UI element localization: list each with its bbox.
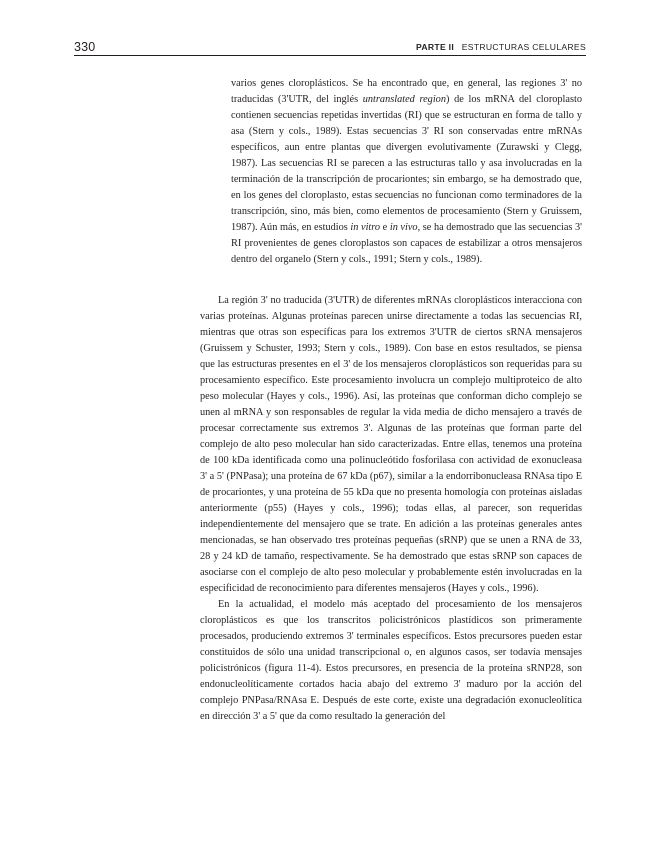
excerpt-segment-italic: in vitro bbox=[350, 222, 381, 233]
excerpt-segment: varios genes cloroplásticos. Se ha encontrado que, en general, las regiones 3' no traducidas (3'UTR, del inglés bbox=[231, 78, 582, 105]
part-label: PARTE II bbox=[415, 42, 455, 52]
excerpt-segment: , se ha demostrado que las secuencias 3' RI provenientes de genes cloroplastos son capaces de estabilizar a otros mensajeros dentro del organelo (Stern y cols., 1991; Stern y cols., 1989). bbox=[231, 222, 583, 265]
header-rule bbox=[74, 55, 586, 56]
section-title: ESTRUCTURAS CELULARES bbox=[461, 42, 586, 52]
body-paragraph: La región 3' no traducida (3'UTR) de diferentes mRNAs cloroplásticos interacciona con varias proteínas. Algunas proteínas parecen unirse directamente a todas las secuencias RI, mientras que otras son específicas para los extremos 3'UTR de ciertos sRNA mensajeros (Gruissem y Schuster, 1993; Stern y cols., 1989). Con base en estos resultados, se piensa que las estructuras presentes en el 3' de los mensajeros cloroplásticos son requeridas para su procesamiento específico. Este procesamiento involucra un complejo multiproteico de alto peso molecular (Hayes y cols., 1996). Así, las proteínas que conforman dicho complejo se unen al mRNA y son responsables de regular la vida media de dicho mensajero a través de procesar correctamente sus extremos 3'. Algunas de las proteínas que forman parte del complejo de alto peso molecular han sido caracterizadas. Entre ellas, tenemos una proteína de 100 kDa identificada como una polinucleótido fosforilasa con actividad de exonucleasa 3' a 5' (PNPasa); una proteína de 67 kDa (p67), similar a la endorribonucleasa RNAsa tipo E de procariontes, y una proteína de 55 kDa que no presenta homología con proteínas aisladas anteriormente (p55) (Hayes y cols., 1996); todas ellas, al parecer, son requeridas independientemente del mensajero que se trate. En adición a las proteínas generales antes mencionadas, se han observado tres proteínas pequeñas (sRNP) que se unen a RNA de 33, 28 y 24 kD de tamaño, respectivamente. Se ha demostrado que estas sRNP son capaces de asociarse con el complejo de alto peso molecular y probablemente estén involucradas en la especificidad de reconocimiento para diferentes mensajeros (Hayes y cols., 1996). bbox=[200, 295, 582, 594]
excerpt-segment-italic: in vivo bbox=[389, 222, 418, 233]
main-body bbox=[200, 293, 582, 725]
indented-excerpt bbox=[231, 76, 582, 268]
excerpt-segment-italic: untranslated region bbox=[362, 94, 446, 105]
excerpt-paragraph bbox=[231, 76, 582, 268]
running-head bbox=[416, 42, 586, 52]
page-number: 330 bbox=[74, 40, 96, 54]
excerpt-segment: ) de los mRNA del cloroplasto contienen secuencias repetidas invertidas (RI) que se estructuran en forma de tallo y asa (Stern y cols., 1989). Estas secuencias 3' RI son conservadas entre mRNAs específicos, aun entre plantas que divergen evolutivamente (Zurawski y Clegg, 1987). Las secuencias RI se parecen a las estructuras tallo y asa involucradas en la terminación de la transcripción de procariontes; sin embargo, se ha demostrado que, en los genes del cloroplasto, estas secuencias no funcionan como terminadores de la transcripción, sino, más bien, como elementos de procesamiento (Stern y Gruissem, 1987). Aún más, en estudios bbox=[231, 94, 582, 233]
body-paragraph: En la actualidad, el modelo más aceptado del procesamiento de los mensajeros cloroplásticos es que los transcritos policistrónicos plastídicos son primeramente procesados, produciendo extremos 3' terminales específicos. Estos precursores pueden estar constituidos de sólo una unidad transcripcional o, en algunos casos, ser todavía mensajes policistrónicos (figura 11-4). Estos precursores, en presencia de la proteína sRNP28, son endonucleolíticamente cortados hacia abajo del extremo 3' maduro por la acción del complejo PNPasa/RNAsa E. Después de este corte, existe una degradación exonucleolítica en dirección 3' a 5' que da como resultado la generación del bbox=[200, 599, 582, 722]
excerpt-segment: e bbox=[380, 222, 390, 233]
